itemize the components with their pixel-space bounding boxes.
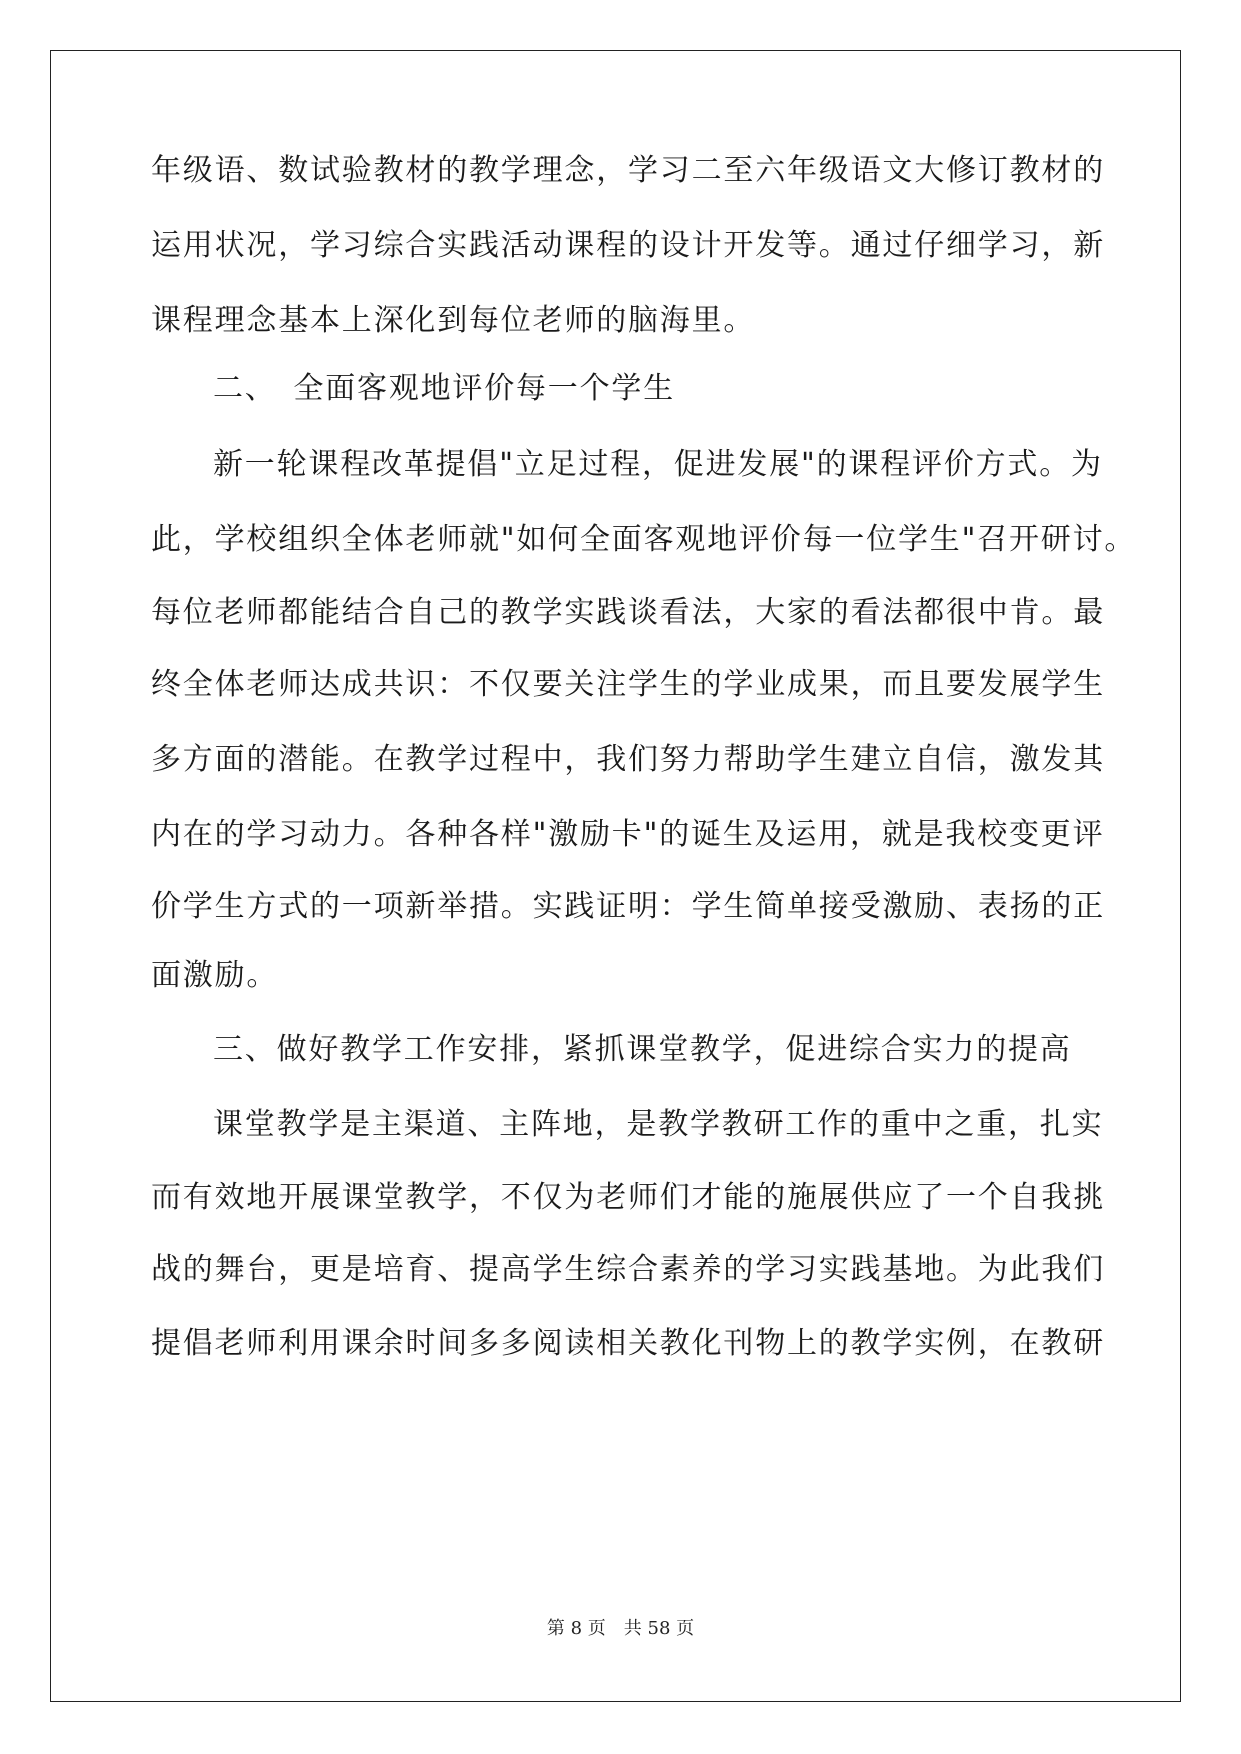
text-line: 面激励。	[151, 958, 279, 993]
page-border	[50, 50, 1181, 1702]
text-line: 提倡老师利用课余时间多多阅读相关教化刊物上的教学实例，在教研	[151, 1326, 1105, 1361]
section-heading: 二、 全面客观地评价每一个学生	[213, 371, 675, 406]
text-line: 内在的学习动力。各种各样"激励卡"的诞生及运用，就是我校变更评	[151, 817, 1105, 852]
text-line: 课堂教学是主渠道、主阵地，是教学教研工作的重中之重，扎实	[213, 1107, 1104, 1142]
text-line: 课程理念基本上深化到每位老师的脑海里。	[151, 303, 756, 338]
text-line: 此，学校组织全体老师就"如何全面客观地评价每一位学生"召开研讨。	[151, 522, 1137, 557]
text-line: 多方面的潜能。在教学过程中，我们努力帮助学生建立自信，激发其	[151, 742, 1105, 777]
text-line: 战的舞台，更是培育、提高学生综合素养的学习实践基地。为此我们	[151, 1252, 1105, 1287]
text-line: 而有效地开展课堂教学，不仅为老师们才能的施展供应了一个自我挑	[151, 1180, 1105, 1215]
text-line: 终全体老师达成共识：不仅要关注学生的学业成果，而且要发展学生	[151, 667, 1105, 702]
text-line: 价学生方式的一项新举措。实践证明：学生简单接受激励、表扬的正	[151, 889, 1105, 924]
text-line: 年级语、数试验教材的教学理念，学习二至六年级语文大修订教材的	[151, 153, 1105, 188]
section-heading: 三、做好教学工作安排，紧抓课堂教学，促进综合实力的提高	[213, 1032, 1072, 1067]
text-line: 每位老师都能结合自己的教学实践谈看法，大家的看法都很中肯。最	[151, 595, 1105, 630]
text-line: 新一轮课程改革提倡"立足过程，促进发展"的课程评价方式。为	[213, 447, 1103, 482]
text-line: 运用状况，学习综合实践活动课程的设计开发等。通过仔细学习，新	[151, 228, 1105, 263]
page-number-footer: 第 8 页 共 58 页	[546, 1618, 695, 1639]
